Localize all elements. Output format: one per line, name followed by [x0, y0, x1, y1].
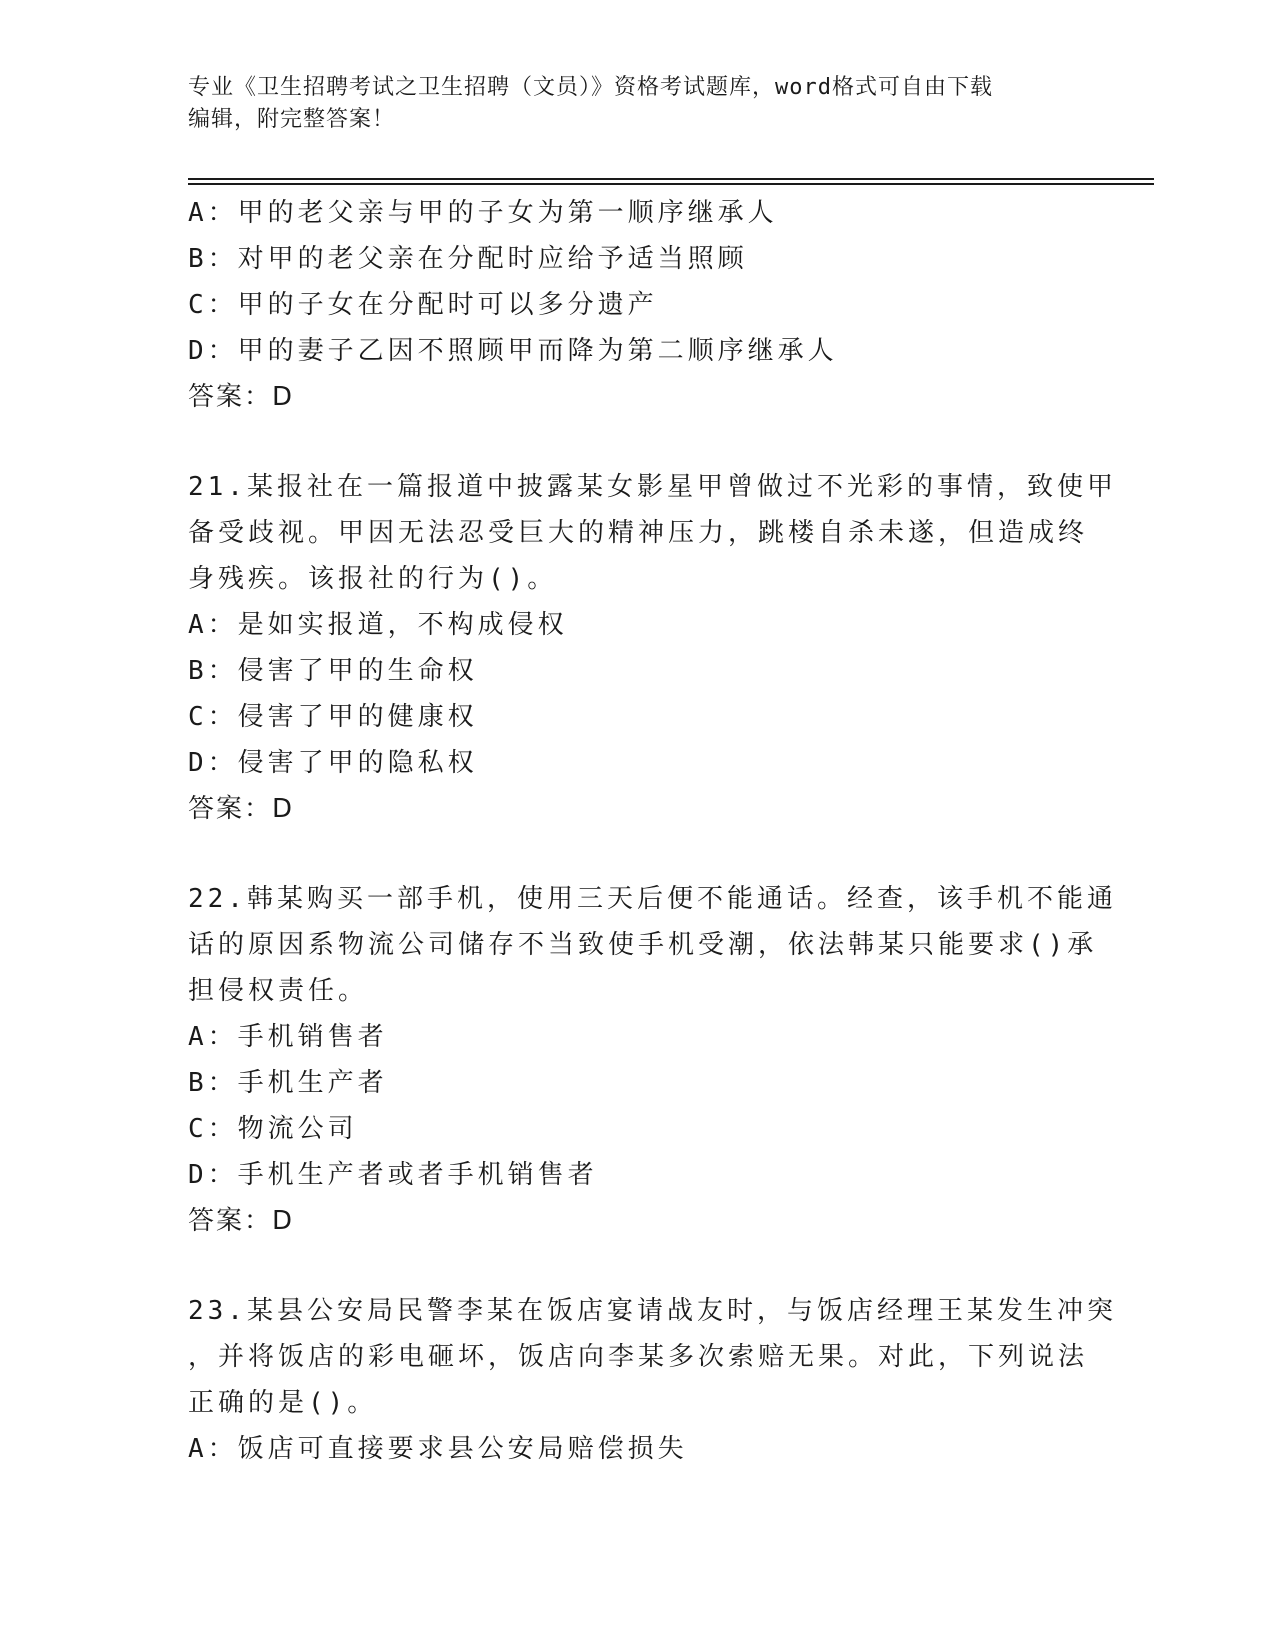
option-b: B：手机生产者	[188, 1068, 388, 1098]
header-divider-bottom	[188, 183, 1154, 185]
answer-line: 答案：D	[188, 1206, 295, 1236]
question-stem-line: 正确的是()。	[188, 1388, 378, 1418]
question-stem-line: 备受歧视。甲因无法忍受巨大的精神压力，跳楼自杀未遂，但造成终	[188, 518, 1089, 548]
option-a: A：是如实报道，不构成侵权	[188, 610, 568, 640]
question-stem-line: 话的原因系物流公司储存不当致使手机受潮，依法韩某只能要求()承	[188, 930, 1098, 960]
question-stem-line: 担侵权责任。	[188, 976, 369, 1006]
document-body	[188, 190, 1117, 1472]
question-block-22	[188, 876, 1117, 1244]
option-d: D：甲的妻子乙因不照顾甲而降为第二顺序继承人	[188, 336, 838, 366]
question-stem-line: 22.韩某购买一部手机，使用三天后便不能通话。经查，该手机不能通	[188, 884, 1117, 914]
option-d: D：侵害了甲的隐私权	[188, 748, 478, 778]
question-stem-line: 21.某报社在一篇报道中披露某女影星甲曾做过不光彩的事情，致使甲	[188, 472, 1117, 502]
document-header	[188, 72, 1078, 136]
question-stem-line: 身残疾。该报社的行为()。	[188, 564, 558, 594]
question-stem-line: 23.某县公安局民警李某在饭店宴请战友时，与饭店经理王某发生冲突	[188, 1296, 1117, 1326]
option-a: A：手机销售者	[188, 1022, 388, 1052]
option-c: C：侵害了甲的健康权	[188, 702, 478, 732]
question-block-20	[188, 190, 1078, 420]
question-block-21	[188, 464, 1117, 832]
question-block-23	[188, 1288, 1117, 1472]
option-a: A：甲的老父亲与甲的子女为第一顺序继承人	[188, 198, 778, 228]
header-line-2: 编辑，附完整答案！	[188, 107, 396, 132]
question-stem-line: ，并将饭店的彩电砸坏，饭店向李某多次索赔无果。对此，下列说法	[188, 1342, 1089, 1372]
option-c: C：甲的子女在分配时可以多分遗产	[188, 290, 658, 320]
option-a: A：饭店可直接要求县公安局赔偿损失	[188, 1434, 688, 1464]
option-c: C：物流公司	[188, 1114, 358, 1144]
option-d: D：手机生产者或者手机销售者	[188, 1160, 598, 1190]
header-line-1: 专业《卫生招聘考试之卫生招聘（文员）》资格考试题库，word格式可自由下载	[188, 75, 993, 100]
option-b: B：侵害了甲的生命权	[188, 656, 478, 686]
header-divider-top	[188, 178, 1154, 180]
answer-line: 答案：D	[188, 382, 295, 412]
option-b: B：对甲的老父亲在分配时应给予适当照顾	[188, 244, 748, 274]
answer-line: 答案：D	[188, 794, 295, 824]
